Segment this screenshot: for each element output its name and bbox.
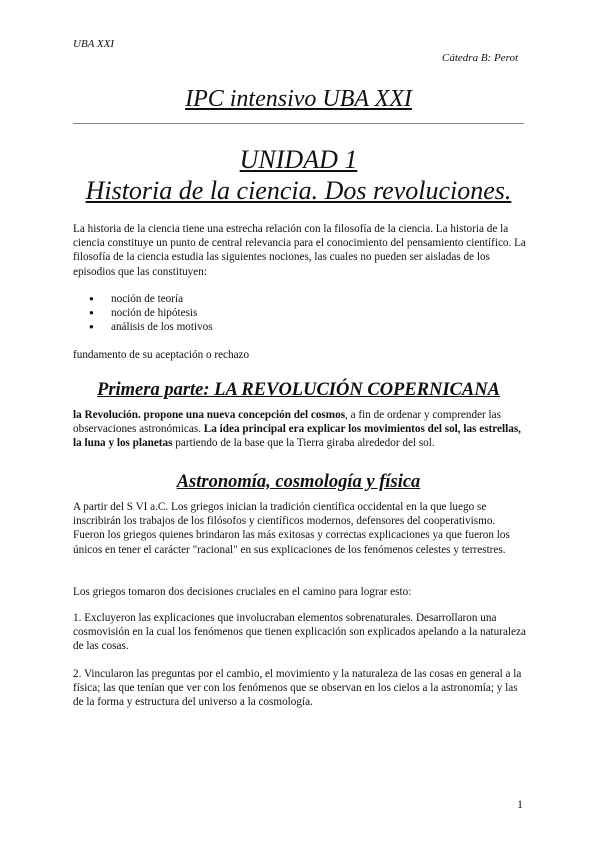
list-item: ● noción de hipótesis xyxy=(73,306,213,320)
section2-paragraph-1: A partir del S VI a.C. Los griegos inician la tradición científica occidental en la que luego se inscribirán los trabajos de los filósofos y científicos modernos, defensores del cooperativismo. Fueron los griegos quienes brindaron las más exitosas y correctas explicaciones ya que fueron los únicos en tener el carácter "racional" en sus explicaciones de los fenómenos celestes y terrestres. xyxy=(73,501,510,556)
unit-number: UNIDAD 1 xyxy=(239,145,358,174)
section1-bold-1: la Revolución. propone una nueva concepción del cosmos xyxy=(73,409,346,421)
page-number: 1 xyxy=(517,797,523,811)
section1-text-2: partiendo de la base que la Tierra giraba alrededor del sol. xyxy=(175,437,435,450)
section1-text-1: , a fin de ordenar y comprender las observaciones astronómicas. xyxy=(73,409,501,436)
list-item: ● análisis de los motivos xyxy=(73,320,213,334)
header-right: Cátedra B: Perot xyxy=(442,52,518,64)
header-left: UBA XXI xyxy=(73,38,115,50)
document-title: IPC intensivo UBA XXI xyxy=(185,86,412,112)
section2-paragraph-2: Los griegos tomaron dos decisiones cruciales en el camino para lograr esto: xyxy=(73,586,412,598)
list-item: ● noción de teoría xyxy=(73,292,213,306)
section2-title: Astronomía, cosmología y física xyxy=(176,472,421,492)
intro-paragraph: La historia de la ciencia tiene una estrecha relación con la filosofía de la ciencia. La historia de la ciencia constituye un punto de central relevancia para el conocimiento del pensamiento científico. La filosofía de la ciencia estudia las siguientes nociones, las cuales no pueden ser aisladas de los episodios que las constituyen: xyxy=(73,223,526,278)
section1-paragraph xyxy=(73,408,528,451)
notions-list xyxy=(73,292,213,334)
section2-paragraph-4: 2. Vincularon las preguntas por el cambio, el movimiento y la naturaleza de las cosas en general a la física; las que tenían que ver con los fenómenos que se observan en los cielos a la astronomía; y las de la forma y estructura del universo a la cosmología. xyxy=(73,668,522,709)
unit-heading xyxy=(73,144,524,206)
section1-bold-2: La idea principal era explicar los movimientos del sol, las estrellas, la luna y los planetas xyxy=(73,423,521,450)
unit-subtitle: Historia de la ciencia. Dos revoluciones. xyxy=(85,176,512,205)
section2-paragraph-3: 1. Excluyeron las explicaciones que involucraban elementos sobrenaturales. Desarrollaron una cosmovisión en la cual los fenómenos que tienen explicación son explicados apelando a la naturaleza de las cosas. xyxy=(73,612,526,653)
fundamento-line: fundamento de su aceptación o rechazo xyxy=(73,349,250,361)
section1-title: Primera parte: LA REVOLUCIÓN COPERNICANA xyxy=(97,380,500,400)
title-divider xyxy=(73,123,524,124)
